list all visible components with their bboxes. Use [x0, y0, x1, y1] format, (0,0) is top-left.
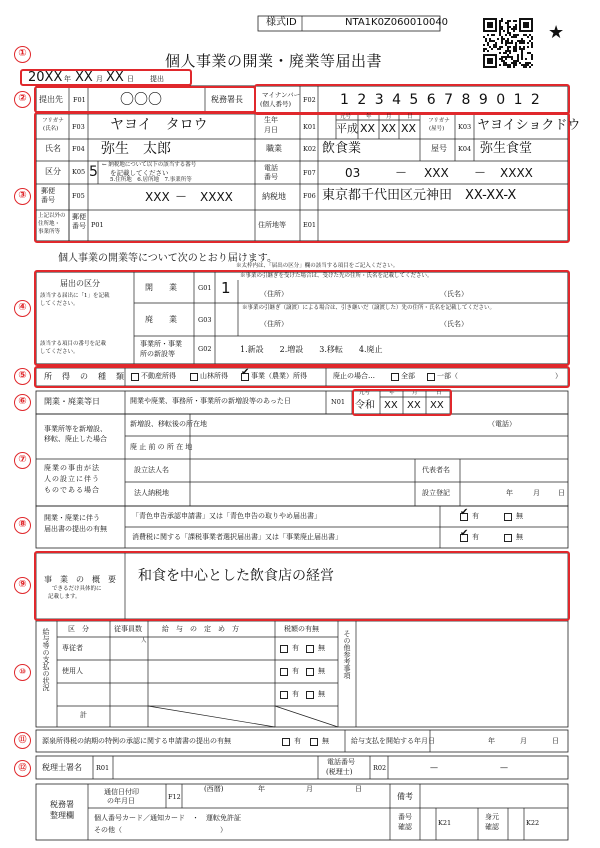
birth-label-2: 月日	[264, 126, 278, 134]
date-change-month[interactable]: XX	[407, 400, 421, 411]
income-opt-realestate: 不動産所得	[141, 372, 176, 380]
form-id-label: 様式ID	[266, 17, 297, 28]
haigyo-name-label: （氏名）	[440, 320, 468, 328]
corp-addr-label: 法人納税地	[134, 489, 169, 497]
office-code: F01	[73, 96, 86, 104]
name-code: F04	[72, 145, 85, 153]
mynumber-label: マイナンバー	[262, 91, 301, 99]
office-move-label-1: 事業所等を新増設、	[44, 425, 107, 433]
salary3-no: 無	[318, 690, 325, 698]
date-year-label: 年	[64, 75, 71, 83]
filing2-yes: 有	[472, 533, 479, 541]
salary1-yes: 有	[292, 644, 299, 652]
salary2-no-checkbox[interactable]	[306, 668, 314, 676]
marker-9: ⑨	[14, 577, 31, 594]
zip2-code: P01	[91, 221, 104, 229]
stamp-date-label-2: の年月日	[107, 797, 135, 805]
salary-start-year: 年	[488, 737, 495, 745]
salary1-no: 無	[318, 644, 325, 652]
corp-reg-year: 年	[506, 489, 513, 497]
phone-label-2: 番号	[264, 173, 278, 181]
stamp-date-year: 年	[258, 785, 265, 793]
phone-label-1: 電話	[264, 164, 278, 172]
corp-reg-label: 設立登記	[422, 489, 450, 497]
corp-reason-label-1: 廃業の事由が法	[44, 464, 100, 472]
zip2-label-2: 番号	[72, 222, 86, 230]
mynumber-value[interactable]: 1 2 3 4 5 6 7 8 9 0 1 2	[340, 92, 542, 108]
marker-4: ④	[14, 300, 31, 317]
zip-part-2[interactable]: XXXX	[200, 190, 233, 204]
date-change-code: N01	[331, 398, 345, 406]
job-label: 職業	[266, 144, 282, 153]
old-addr-label: 廃 止 前 の 所 在 地	[130, 443, 193, 451]
sec4-top-note-1: ※太枠内は、「届出の区分」欄の該当する項目をご記入ください。	[236, 263, 399, 269]
office-suffix: 税務署長	[211, 95, 243, 104]
sec4-note-1: 該当する届出に「1」を記載	[40, 293, 110, 299]
withholding-yes: 有	[294, 737, 301, 745]
marker-7: ⑦	[14, 452, 31, 469]
form-title: 個人事業の開業・廃業等届出書	[165, 52, 383, 70]
birth-month-head: 月	[386, 114, 392, 120]
form-id: NTA1K0Z060010040	[345, 17, 449, 28]
other-notes-label: その他参考事項	[343, 630, 351, 679]
shop-code: K04	[458, 145, 472, 153]
filing-label-1: 開業・廃業に伴う	[44, 514, 100, 522]
birth-month[interactable]: XX	[381, 122, 397, 135]
salary-head-count: 従事員数	[114, 625, 142, 633]
accountant-label: 税理士署名	[42, 763, 82, 772]
withholding-yes-checkbox[interactable]	[282, 738, 290, 746]
salary-head-tax: 税額の有無	[284, 625, 319, 633]
addr2-side-1: 上記以外の	[38, 213, 66, 219]
id-confirm-options: 個人番号カード／通知カード ・ 運転免許証	[94, 814, 241, 822]
salary-start-label: 給与支払を開始する年月日	[351, 737, 435, 745]
addr2-label: 住所地等	[258, 221, 286, 229]
salary-side-label: 給与等の支払の状況	[42, 628, 50, 691]
zip-label-2: 番号	[41, 196, 55, 204]
marker-2: ②	[14, 91, 31, 108]
phone-code: F07	[303, 169, 316, 177]
zip2-label-1: 郵便	[72, 213, 86, 221]
office-value[interactable]: 〇〇〇	[120, 92, 162, 108]
birth-era[interactable]: 平成	[336, 122, 358, 135]
date-change-month-head: 月	[412, 390, 418, 396]
name-label: 氏名	[45, 144, 61, 153]
date-change-era[interactable]: 令和	[355, 400, 375, 411]
salary1-no-checkbox[interactable]	[306, 645, 314, 653]
marker-10: ⑩	[14, 664, 31, 681]
shop-furigana-code: K03	[458, 123, 472, 131]
num-confirm-label-1: 番号	[398, 813, 412, 821]
mynumber-sub: (個人番号)	[260, 100, 292, 108]
salary-row-total: 計	[80, 711, 87, 719]
mynumber-code: F02	[303, 96, 316, 104]
date-change-day[interactable]: XX	[430, 400, 444, 411]
sec4-note-4: してください。	[40, 349, 79, 355]
annotation-box-9	[34, 551, 570, 621]
accountant-tel-dash-1: —	[430, 763, 438, 772]
category-code: K05	[72, 168, 86, 176]
income-type-label: 所 得 の 種 類	[44, 372, 125, 381]
salary-row-shiyonin: 使用人	[62, 667, 83, 675]
salary3-yes-checkbox[interactable]	[280, 691, 288, 699]
sec4-note-2: してください。	[40, 301, 79, 307]
salary-head-kubun: 区 分	[68, 625, 89, 633]
salary3-yes: 有	[292, 690, 299, 698]
birth-label-1: 生年	[264, 116, 278, 124]
new-addr-tel: （電話）	[488, 420, 516, 428]
annotation-box-5	[34, 366, 570, 388]
income-opt-forest: 山林所得	[200, 372, 228, 380]
phone-part-1[interactable]: 03	[345, 166, 361, 180]
phone-part-3[interactable]: XXXX	[500, 166, 533, 180]
withholding-no-checkbox[interactable]	[310, 738, 318, 746]
addr2-side-2: 住所地・	[38, 221, 61, 227]
furigana-value[interactable]: ヤヨイ タロウ	[110, 117, 208, 133]
corp-reg-day: 日	[558, 489, 565, 497]
income-abolish-label: 廃止の場合…	[333, 372, 375, 380]
date-month[interactable]: XX	[75, 70, 93, 85]
bikou-label: 備考	[397, 792, 413, 801]
marker-1: ①	[14, 46, 31, 63]
income-opt-business: 事業（農業）所得	[251, 372, 307, 380]
zip-dash: —	[176, 191, 186, 202]
filing1-yes: 有	[472, 512, 479, 520]
withholding-no: 無	[322, 737, 329, 745]
salary-start-day: 日	[552, 737, 559, 745]
shinsetsu-options: 1.新設 2.増設 3.移転 4.廃止	[240, 345, 383, 354]
office-use-label-2: 整理欄	[50, 811, 74, 820]
phone-part-2[interactable]: XXX	[424, 166, 449, 180]
accountant-tel-code: R02	[373, 764, 387, 772]
taxaddr-value[interactable]: 東京都千代田区元神田 XX-XX-X	[322, 188, 517, 203]
date-change-era-head: 元号	[359, 390, 371, 396]
job-value[interactable]: 飲食業	[322, 141, 362, 156]
filing1-check-icon: ✔	[460, 507, 469, 518]
haigyo-addr-label: （住所）	[260, 320, 288, 328]
office-label: 提出先	[39, 95, 63, 104]
shop-value[interactable]: 弥生食堂	[480, 141, 533, 156]
corp-name-label: 設立法人名	[134, 466, 169, 474]
marker-6: ⑥	[14, 394, 31, 411]
furigana-label: フリガナ	[42, 118, 64, 124]
furigana-sub: (氏名)	[43, 126, 59, 132]
birth-era-head: 元号	[340, 114, 352, 120]
filing2-check-icon: ✔	[460, 528, 469, 539]
stamp-date-code: F12	[168, 793, 181, 801]
salary-unit: 人	[141, 638, 147, 644]
biz-summary-value[interactable]: 和食を中心とした飲食店の経営	[138, 568, 334, 584]
category-note-3: 5.住所地 6.居所地 7.事業所等	[110, 177, 192, 183]
category-value[interactable]: 5	[89, 164, 98, 180]
category-note-2: を記載してください	[110, 169, 169, 177]
kaigyo-addr-label: （住所）	[260, 290, 288, 298]
date-day-label: 日	[127, 75, 134, 83]
intro-text: 個人事業の開業等について次のとおり届けます。	[58, 253, 277, 264]
withholding-label: 源泉所得税の納期の特例の承認に関する申請書の提出の有無	[42, 737, 231, 745]
stamp-date-month: 月	[306, 785, 313, 793]
filing2-no-checkbox[interactable]	[504, 534, 512, 542]
shop-furigana-sub: (屋号)	[429, 126, 445, 132]
salary2-no: 無	[318, 667, 325, 675]
kaigyo-name-label: （氏名）	[440, 290, 468, 298]
salary3-no-checkbox[interactable]	[306, 691, 314, 699]
date-change-desc: 開業や廃業、事務所・事業所の新増設等のあった日	[130, 397, 291, 405]
shinsetsu-code: G02	[198, 345, 212, 353]
addr2-side-3: 事業所等	[38, 229, 61, 235]
stamp-date-day: 日	[355, 785, 362, 793]
accountant-tel-dash-2: —	[500, 763, 508, 772]
zip-label-1: 郵便	[41, 187, 55, 195]
phone-dash-1: —	[396, 167, 406, 178]
stamp-date-label-1: 通信日付印	[104, 788, 139, 796]
office-use-label-1: 税務署	[50, 800, 74, 809]
filing-row-1: 「青色申告承認申請書」又は「青色申告の取りやめ届出書」	[132, 512, 321, 520]
salary-row-senju: 専従者	[62, 644, 83, 652]
furigana-code: F03	[72, 123, 85, 131]
date-change-year[interactable]: XX	[384, 400, 398, 411]
shop-furigana-value[interactable]: ヤヨイショクドウ	[477, 118, 581, 133]
shop-label: 屋号	[431, 144, 447, 153]
birth-year-head: 年	[366, 114, 372, 120]
haigyo-note: ※事業の引継ぎ（譲渡）による場合は、引き継いだ（譲渡した）先の住所・氏名を記載してください。	[242, 305, 496, 311]
shop-furigana-label: フリガナ	[428, 118, 450, 124]
filing-row-2: 消費税に関する「課税事業者選択届出書」又は「事業廃止届出書」	[132, 533, 342, 541]
date-change-year-head: 年	[389, 390, 395, 396]
sec4-label: 届出の区分	[60, 279, 100, 288]
date-change-label: 開業・廃業等日	[44, 397, 100, 406]
date-month-label: 月	[96, 75, 103, 83]
abolish-opt-part: 一部（	[437, 372, 458, 380]
birth-code: K01	[303, 123, 317, 131]
date-day[interactable]: XX	[106, 70, 124, 85]
salary2-yes-checkbox[interactable]	[280, 668, 288, 676]
accountant-code: R01	[96, 764, 110, 772]
date-submitted-label: 提出	[150, 75, 164, 83]
marker-12: ⑫	[14, 760, 31, 777]
job-code: K02	[303, 145, 317, 153]
kaigyo-value[interactable]: 1	[221, 279, 231, 297]
id-confirm-label-1: 身元	[485, 813, 499, 821]
kaigyo-code: G01	[198, 284, 212, 292]
category-note-1: ← 納税地について以下の該当する番号	[102, 162, 197, 168]
phone-dash-2: —	[475, 167, 485, 178]
biz-summary-label-2: できるだけ具体的に	[52, 586, 102, 592]
filing1-no-checkbox[interactable]	[504, 513, 512, 521]
salary-start-month: 月	[520, 737, 527, 745]
income-check-icon: ✔	[241, 367, 250, 378]
corp-rep-label: 代表者名	[422, 466, 450, 474]
marker-3: ③	[14, 188, 31, 205]
filing1-no: 無	[516, 512, 523, 520]
sec4-top-note-2: ※事業の引継ぎを受けた場合は、受けた先の住所・氏名を記載してください。	[240, 273, 433, 279]
corp-reason-label-3: ものである場合	[44, 486, 100, 494]
num-confirm-label-2: 確認	[398, 823, 412, 831]
category-label: 区分	[45, 167, 61, 176]
salary-head-basis: 給 与 の 定 め 方	[162, 625, 239, 633]
salary2-yes: 有	[292, 667, 299, 675]
salary1-yes-checkbox[interactable]	[280, 645, 288, 653]
sec4-note-3: 該当する項目の番号を記載	[40, 341, 107, 347]
kaigyo-label: 開 業	[145, 283, 177, 292]
new-addr-label: 新増設、移転後の所在地	[130, 420, 207, 428]
marker-8: ⑧	[14, 517, 31, 534]
corp-reason-label-2: 人の設立に伴う	[44, 475, 100, 483]
birth-day[interactable]: XX	[401, 122, 417, 135]
date-year[interactable]: 20XX	[28, 70, 63, 85]
shinsetsu-label-2: 所の新設等	[140, 350, 175, 358]
haigyo-code: G03	[198, 316, 212, 324]
accountant-tel-label-1: 電話番号	[327, 758, 355, 766]
date-change-day-head: 日	[436, 390, 442, 396]
zip-part-1[interactable]: XXX	[145, 190, 170, 204]
abolish-close-paren: ）	[555, 372, 562, 380]
marker-11: ⑪	[14, 732, 31, 749]
abolish-opt-all: 全部	[401, 372, 415, 380]
addr2-code: E01	[303, 221, 317, 229]
biz-summary-label-1: 事 業 の 概 要	[44, 575, 116, 584]
marker-5: ⑤	[14, 368, 31, 385]
annotation-box-6	[352, 389, 452, 416]
zip-code: F05	[72, 192, 85, 200]
stamp-date-era: (西暦)	[204, 785, 224, 793]
filing2-no: 無	[516, 533, 523, 541]
id-confirm-other: その他（ ）	[94, 826, 227, 834]
taxaddr-code: F06	[303, 192, 316, 200]
num-confirm-code: K21	[438, 819, 452, 827]
star-icon: ★	[548, 22, 565, 43]
birth-day-head: 日	[407, 114, 413, 120]
biz-summary-label-3: 記載します。	[48, 594, 81, 600]
office-move-label-2: 移転、廃止した場合	[44, 435, 107, 443]
name-value[interactable]: 弥生 太郎	[101, 141, 171, 157]
id-confirm-label-2: 確認	[485, 823, 499, 831]
filing-label-2: 届出書の提出の有無	[44, 525, 107, 533]
accountant-tel-label-2: (税理士)	[326, 768, 353, 776]
corp-reg-month: 月	[533, 489, 540, 497]
taxaddr-label: 納税地	[262, 192, 286, 201]
shinsetsu-label-1: 事業所・事業	[140, 340, 182, 348]
id-confirm-code: K22	[526, 819, 540, 827]
qr-code	[483, 18, 533, 68]
birth-year[interactable]: XX	[360, 122, 376, 135]
haigyo-label: 廃 業	[145, 315, 177, 324]
